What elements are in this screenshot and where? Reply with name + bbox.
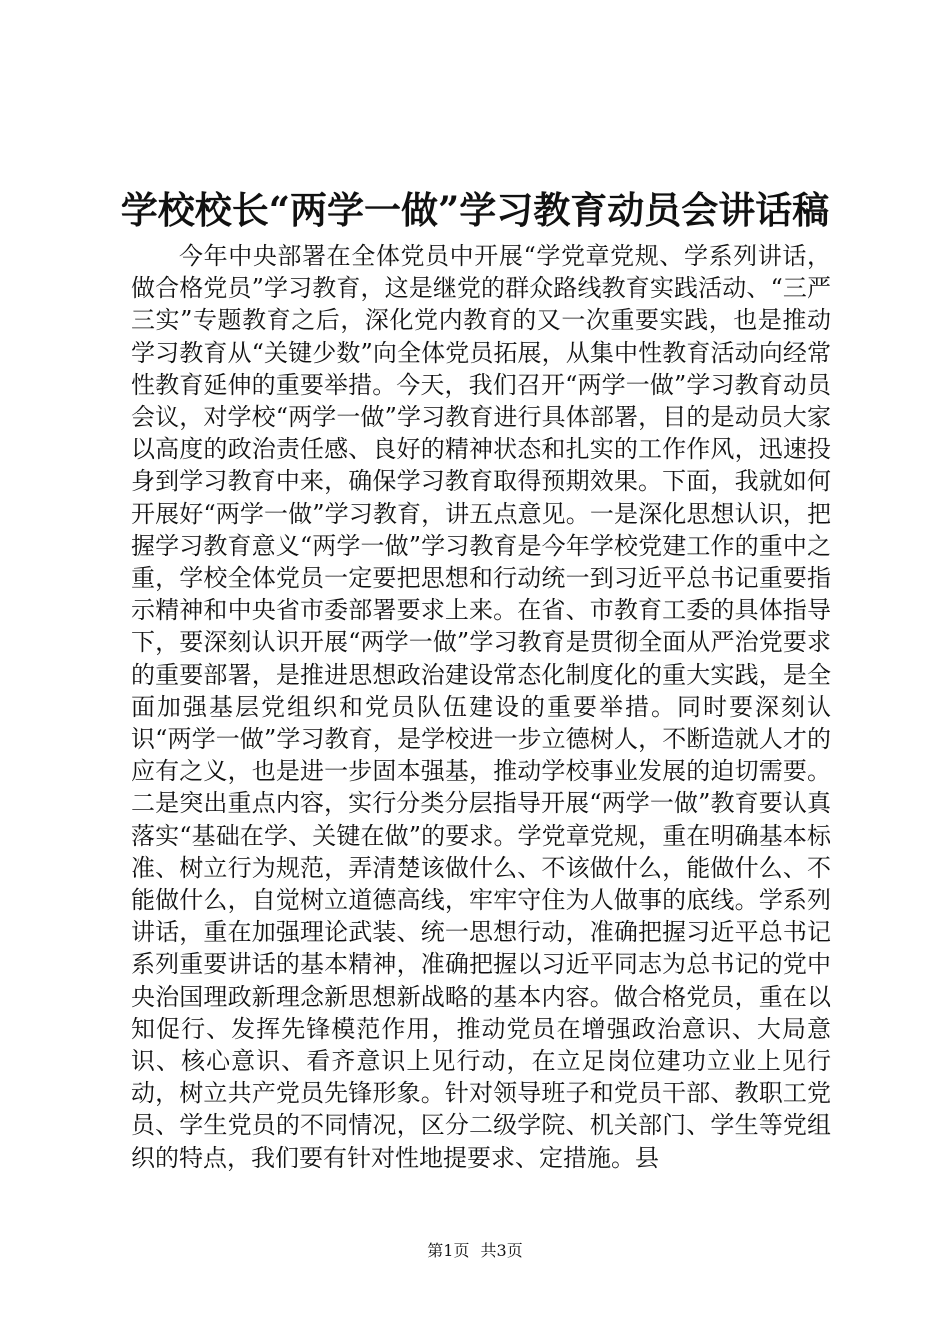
- page-total: 共3页: [480, 1241, 523, 1260]
- page-number: 第1页: [427, 1241, 470, 1260]
- document-title: 学校校长“两学一做”学习教育动员会讲话稿: [120, 188, 830, 232]
- page-footer: [0, 1240, 950, 1262]
- document-body: 今年中央部署在全体党员中开展“学党章党规、学系列讲话，做合格党员”学习教育，这是继党的群众路线教育实践活动、“三严三实”专题教育之后，深化党内教育的又一次重要实践，也是推动学习教育从“关键少数”向全体党员拓展，从集中性教育活动向经常性教育延伸的重要举措。今天，我们召开“两学一做”学习教育动员会议，对学校“两学一做”学习教育进行具体部署，目的是动员大家以高度的政治责任感、良好的精神状态和扎实的工作作风，迅速投身到学习教育中来，确保学习教育取得预期效果。下面，我就如何开展好“两学一做”学习教育，讲五点意见。一是深化思想认识，把握学习教育意义“两学一做”学习教育是今年学校党建工作的重中之重，学校全体党员一定要把思想和行动统一到习近平总书记重要指示精神和中央省市委部署要求上来。在省、市教育工委的具体指导下，要深刻认识开展“两学一做”学习教育是贯彻全面从严治党要求的重要部署，是推进思想政治建设常态化制度化的重大实践，是全面加强基层党组织和党员队伍建设的重要举措。同时要深刻认识“两学一做”学习教育，是学校进一步立德树人，不断造就人才的应有之义，也是进一步固本强基，推动学校事业发展的迫切需要。二是突出重点内容，实行分类分层指导开展“两学一做”教育要认真落实“基础在学、关键在做”的要求。学党章党规，重在明确基本标准、树立行为规范，弄清楚该做什么、不该做什么，能做什么、不能做什么，自觉树立道德高线，牢牢守住为人做事的底线。学系列讲话，重在加强理论武装、统一思想行动，准确把握习近平总书记系列重要讲话的基本精神，准确把握以习近平同志为总书记的党中央治国理政新理念新思想新战略的基本内容。做合格党员，重在以知促行、发挥先锋模范作用，推动党员在增强政治意识、大局意识、核心意识、看齐意识上见行动，在立足岗位建功立业上见行动，树立共产党员先锋形象。针对领导班子和党员干部、教职工党员、学生党员的不同情况，区分二级学院、机关部门、学生等党组织的特点，我们要有针对性地提要求、定措施。县: [131, 242, 831, 1172]
